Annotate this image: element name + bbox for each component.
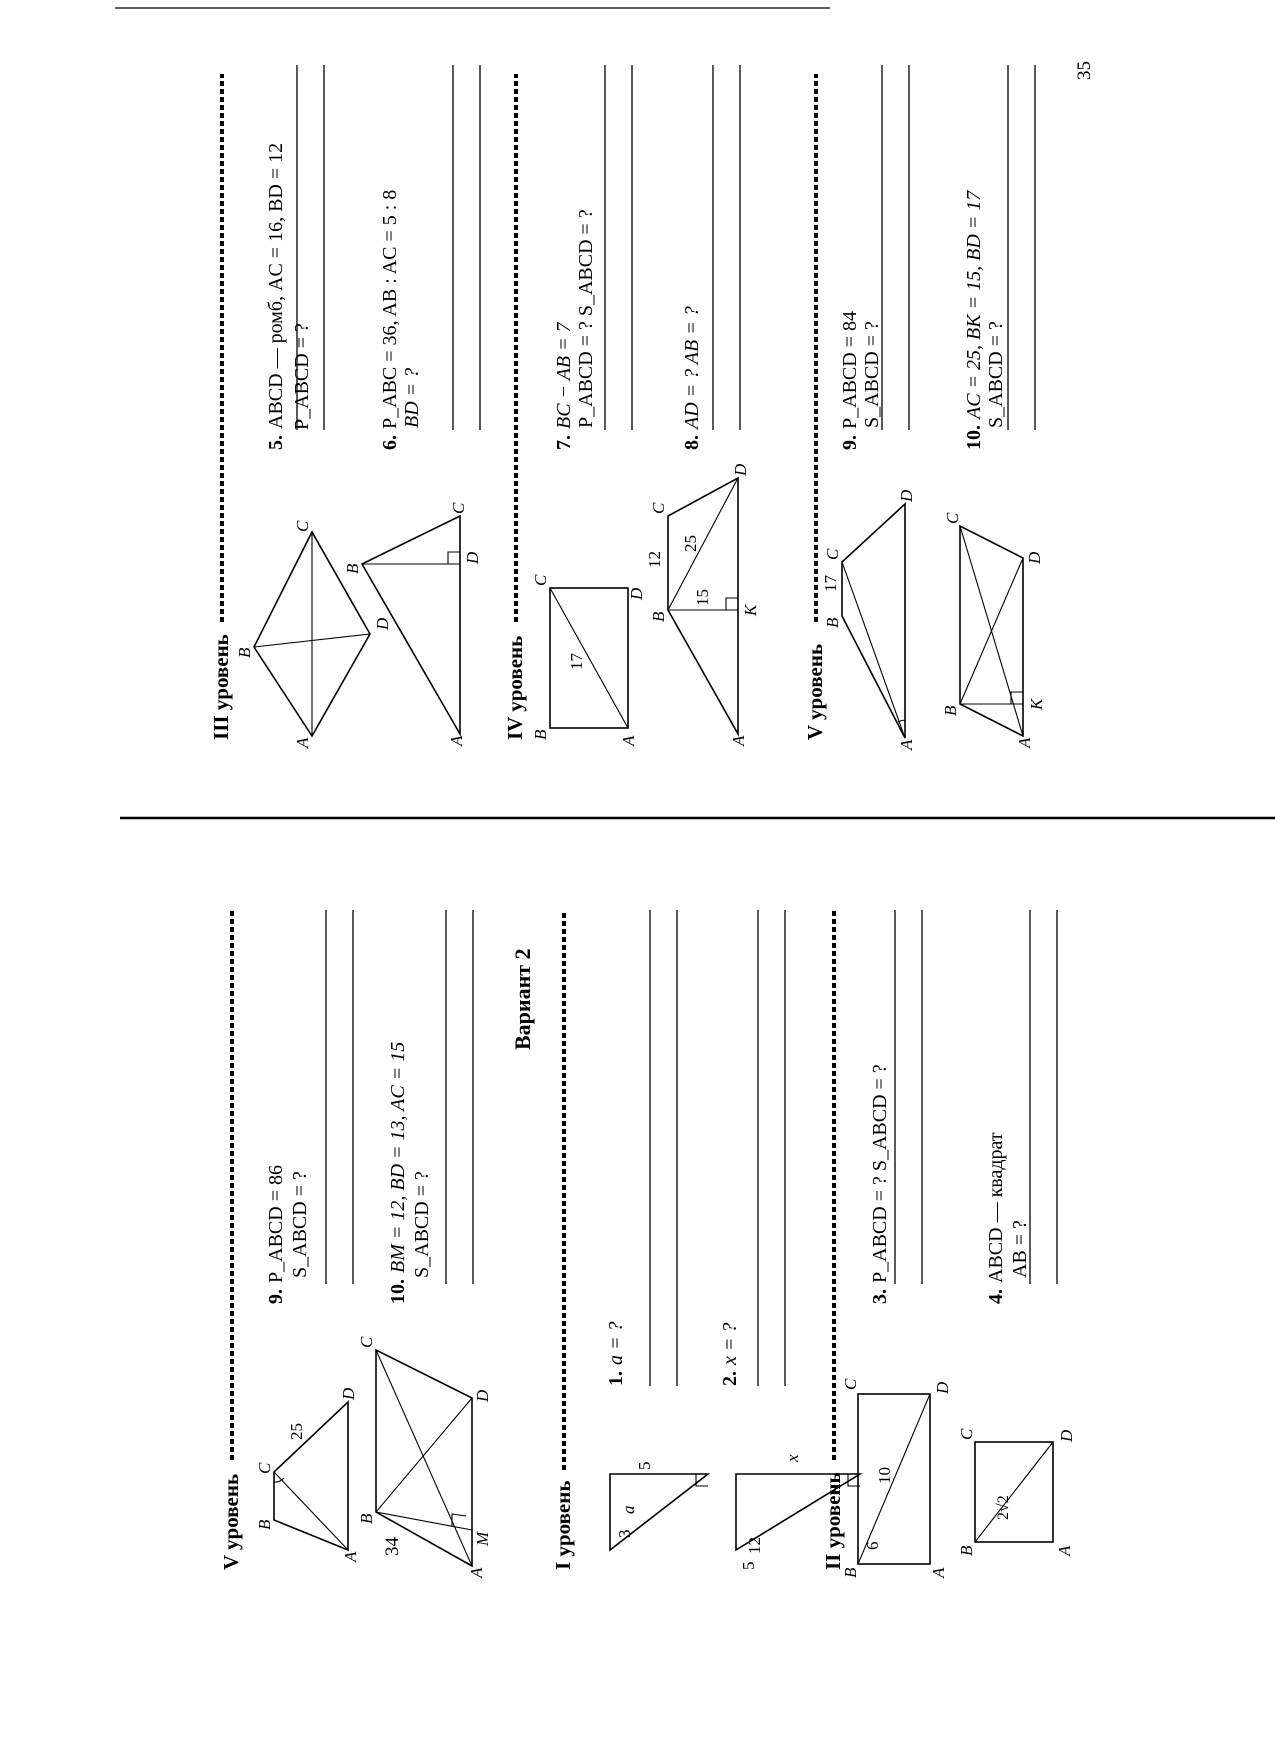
svg-text:K: K <box>1027 698 1046 710</box>
answer-lines-1 <box>650 910 677 1386</box>
svg-text:D: D <box>731 463 750 476</box>
svg-text:C: C <box>943 512 962 524</box>
svg-text:D: D <box>627 587 646 600</box>
svg-text:B: B <box>357 1513 376 1524</box>
svg-text:C: C <box>449 502 468 514</box>
answer-lines-8 <box>713 65 740 430</box>
page-number-34: 34 <box>382 1537 403 1556</box>
svg-text:17: 17 <box>821 575 840 592</box>
problem-6-line-1: 6.P_ABC = 36, AB : AC = 5 : 8 <box>379 189 401 450</box>
answer-lines-2 <box>758 910 785 1386</box>
svg-text:M: M <box>473 1531 492 1546</box>
svg-text:C: C <box>357 1336 376 1348</box>
problem-4-line-1: 4.ABCD — квадрат <box>985 1132 1007 1304</box>
answer-lines-4 <box>1030 910 1057 1284</box>
problem-9-line-2-right: S_ABCD = ? <box>861 321 883 428</box>
svg-text:D: D <box>339 1387 358 1400</box>
problem-9-line-1-right: 9.P_ABCD = 84 <box>839 311 861 450</box>
problem-10-line-2-right: S_ABCD = ? <box>985 321 1007 428</box>
svg-text:15: 15 <box>693 589 712 606</box>
figure-trapezoid-8 <box>645 463 760 747</box>
svg-text:D: D <box>897 489 916 502</box>
svg-text:D: D <box>933 1381 952 1394</box>
svg-text:A: A <box>1015 737 1034 748</box>
svg-text:12: 12 <box>745 1537 764 1554</box>
answer-lines-7 <box>605 65 632 430</box>
answer-lines-3 <box>895 910 922 1284</box>
level-5-heading-left: V уровень <box>219 1473 243 1570</box>
page-35 <box>209 61 1095 751</box>
svg-text:K: K <box>741 604 760 616</box>
svg-text:12: 12 <box>645 551 664 568</box>
svg-text:B: B <box>255 1519 274 1530</box>
level-5-heading-right: V уровень <box>803 643 827 740</box>
problem-8-question: 8.AD = ? AB = ? <box>681 306 703 450</box>
svg-text:25: 25 <box>287 1423 306 1440</box>
problem-7-line-1: 7.BC − AB = 7 <box>553 322 575 450</box>
figure-rectangle-7 <box>531 574 646 747</box>
answer-lines-10-right <box>1008 65 1035 430</box>
svg-text:B: B <box>531 729 550 740</box>
problem-1-question: 1.a = ? <box>605 1321 627 1386</box>
svg-text:D: D <box>1025 551 1044 564</box>
level-3-heading: III уровень <box>209 634 233 740</box>
svg-text:B: B <box>941 705 960 716</box>
svg-text:A: A <box>1055 1545 1074 1556</box>
svg-text:C: C <box>957 1428 976 1440</box>
problem-4-line-2: AB = ? <box>1009 1220 1031 1278</box>
svg-text:5: 5 <box>635 1461 654 1470</box>
svg-text:C: C <box>649 502 668 514</box>
svg-text:C: C <box>823 548 842 560</box>
level-2-heading: II уровень <box>821 1472 845 1570</box>
svg-text:B: B <box>823 617 842 628</box>
answer-lines-9-left <box>326 910 353 1284</box>
svg-text:C: C <box>255 1462 274 1474</box>
svg-text:A: A <box>619 735 638 746</box>
problem-9-line-2-left: S_ABCD = ? <box>289 1171 311 1278</box>
svg-text:A: A <box>341 1551 360 1562</box>
svg-text:6: 6 <box>863 1541 882 1550</box>
svg-text:B: B <box>343 563 362 574</box>
svg-text:A: A <box>729 735 748 746</box>
problem-10-line-1-right: 10.AC = 25, BK = 15, BD = 17 <box>963 190 985 450</box>
svg-text:17: 17 <box>567 653 586 670</box>
problem-10-line-2-left: S_ABCD = ? <box>411 1171 433 1278</box>
svg-text:A: A <box>897 739 916 750</box>
problem-5-line-1: 5.ABCD — ромб, AC = 16, BD = 12 <box>265 142 287 450</box>
svg-text:D: D <box>463 551 482 564</box>
level-1-heading: I уровень <box>551 1480 575 1570</box>
svg-text:3: 3 <box>615 1529 634 1538</box>
svg-text:a: a <box>619 1505 638 1514</box>
figure-trapezoid-9 <box>821 489 916 751</box>
svg-text:B: B <box>957 1545 976 1556</box>
variant-title: Вариант 2 <box>510 948 535 1050</box>
svg-text:A: A <box>293 737 312 748</box>
svg-text:B: B <box>841 1567 860 1578</box>
svg-text:C: C <box>293 520 312 532</box>
problem-3-question: 3.P_ABCD = ? S_ABCD = ? <box>869 1064 891 1304</box>
svg-text:D: D <box>473 1389 492 1402</box>
svg-text:A: A <box>929 1567 948 1578</box>
svg-text:C: C <box>841 1378 860 1390</box>
svg-text:2√2: 2√2 <box>995 1495 1012 1520</box>
svg-text:10: 10 <box>875 1467 894 1484</box>
figure-rhombus-5 <box>235 520 392 749</box>
problem-6-line-2: BD = ? <box>401 367 423 428</box>
level-4-heading: IV уровень <box>503 635 527 740</box>
svg-text:C: C <box>531 574 550 586</box>
svg-text:D: D <box>373 617 392 630</box>
svg-text:A: A <box>447 735 466 746</box>
svg-text:5: 5 <box>739 1561 758 1570</box>
figure-square-4 <box>957 1428 1076 1557</box>
answer-lines-6 <box>453 65 480 430</box>
page-number-35: 35 <box>1074 61 1095 80</box>
svg-text:25: 25 <box>681 535 700 552</box>
problem-2-question: 2.x = ? <box>719 1322 741 1386</box>
problem-9-line-1-left: 9.P_ABCD = 86 <box>265 1165 287 1304</box>
figure-rectangle-3 <box>841 1378 952 1579</box>
svg-text:D: D <box>1057 1429 1076 1442</box>
svg-text:A: A <box>467 1567 486 1578</box>
figure-parallelogram-10-left <box>357 1336 492 1579</box>
problem-7-line-2: P_ABCD = ? S_ABCD = ? <box>575 209 597 428</box>
svg-text:B: B <box>649 611 668 622</box>
svg-text:B: B <box>235 647 254 658</box>
page-34 <box>219 910 1076 1579</box>
svg-text:x: x <box>783 1454 802 1462</box>
problem-10-line-1-left: 10.BM = 12, BD = 13, AC = 15 <box>387 1041 409 1304</box>
figure-right-triangle-1 <box>610 1462 708 1551</box>
figure-parallelogram-10 <box>941 512 1046 749</box>
figure-trapezoid-9-left <box>255 1387 360 1563</box>
answer-lines-10-left <box>446 910 473 1284</box>
problem-5-line-2: P_ABCD = ? <box>291 323 313 430</box>
answer-lines-9-right <box>882 65 909 430</box>
